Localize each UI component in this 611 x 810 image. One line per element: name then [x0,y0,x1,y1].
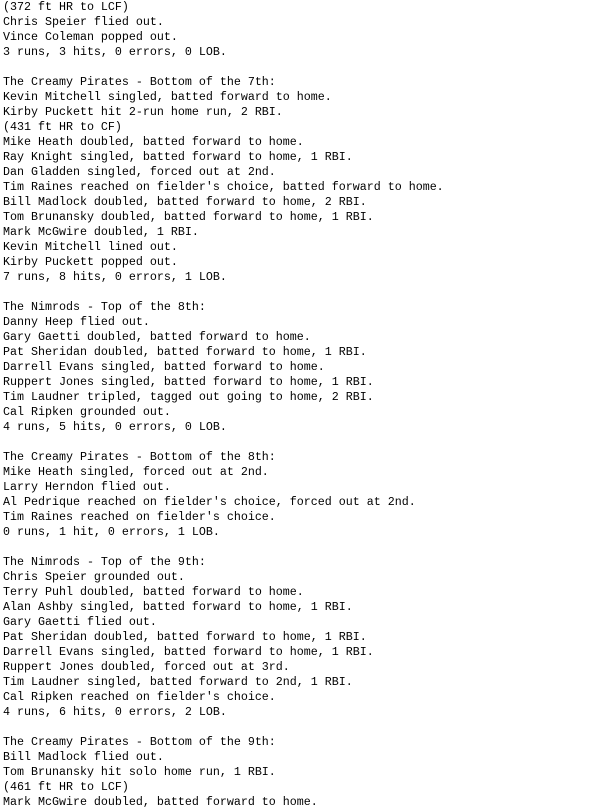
log-line: Pat Sheridan doubled, batted forward to home, 1 RBI. [3,345,367,359]
log-line: (461 ft HR to LCF) [3,780,129,794]
log-line: Tom Brunansky hit solo home run, 1 RBI. [3,765,276,779]
log-line: Tim Raines reached on fielder's choice, batted forward to home. [3,180,444,194]
log-line: Tim Laudner singled, batted forward to 2nd, 1 RBI. [3,675,353,689]
log-line: Mark McGwire doubled, 1 RBI. [3,225,199,239]
blank-line [3,60,444,75]
log-line: Al Pedrique reached on fielder's choice, forced out at 2nd. [3,495,416,509]
log-line: Ruppert Jones doubled, forced out at 3rd. [3,660,290,674]
log-line: Kirby Puckett hit 2-run home run, 2 RBI. [3,105,283,119]
inning-header: The Creamy Pirates - Bottom of the 8th: [3,450,276,464]
log-line: Kevin Mitchell lined out. [3,240,178,254]
log-line: Tom Brunansky doubled, batted forward to home, 1 RBI. [3,210,374,224]
log-line: Chris Speier grounded out. [3,570,185,584]
log-line: Vince Coleman popped out. [3,30,178,44]
log-line: Kirby Puckett popped out. [3,255,178,269]
log-line: Cal Ripken reached on fielder's choice. [3,690,276,704]
inning-summary: 4 runs, 6 hits, 0 errors, 2 LOB. [3,705,227,719]
log-line: (431 ft HR to CF) [3,120,122,134]
log-line: Tim Raines reached on fielder's choice. [3,510,276,524]
log-line: Pat Sheridan doubled, batted forward to home, 1 RBI. [3,630,367,644]
log-line: Chris Speier flied out. [3,15,164,29]
log-line: Mike Heath doubled, batted forward to home. [3,135,304,149]
log-line: Gary Gaetti doubled, batted forward to home. [3,330,311,344]
inning-header: The Nimrods - Top of the 9th: [3,555,206,569]
log-line: Darrell Evans singled, batted forward to home, 1 RBI. [3,645,374,659]
blank-line [3,435,444,450]
inning-summary: 7 runs, 8 hits, 0 errors, 1 LOB. [3,270,227,284]
log-line: Kevin Mitchell singled, batted forward to home. [3,90,332,104]
log-line: Darrell Evans singled, batted forward to home. [3,360,325,374]
log-line: Mark McGwire doubled, batted forward to home. [3,795,318,809]
inning-header: The Nimrods - Top of the 8th: [3,300,206,314]
log-line: Bill Madlock doubled, batted forward to home, 2 RBI. [3,195,367,209]
play-by-play-log [3,0,444,810]
log-line: Mike Heath singled, forced out at 2nd. [3,465,269,479]
inning-header: The Creamy Pirates - Bottom of the 7th: [3,75,276,89]
inning-summary: 4 runs, 5 hits, 0 errors, 0 LOB. [3,420,227,434]
log-line: Alan Ashby singled, batted forward to home, 1 RBI. [3,600,353,614]
inning-summary: 0 runs, 1 hit, 0 errors, 1 LOB. [3,525,220,539]
log-line: Ruppert Jones singled, batted forward to home, 1 RBI. [3,375,374,389]
log-line: (372 ft HR to LCF) [3,0,129,14]
log-line: Dan Gladden singled, forced out at 2nd. [3,165,276,179]
log-line: Ray Knight singled, batted forward to home, 1 RBI. [3,150,353,164]
log-line: Cal Ripken grounded out. [3,405,171,419]
log-line: Tim Laudner tripled, tagged out going to home, 2 RBI. [3,390,374,404]
log-line: Danny Heep flied out. [3,315,150,329]
inning-summary: 3 runs, 3 hits, 0 errors, 0 LOB. [3,45,227,59]
blank-line [3,720,444,735]
log-line: Gary Gaetti flied out. [3,615,157,629]
log-line: Terry Puhl doubled, batted forward to home. [3,585,304,599]
inning-header: The Creamy Pirates - Bottom of the 9th: [3,735,276,749]
blank-line [3,285,444,300]
blank-line [3,540,444,555]
log-line: Bill Madlock flied out. [3,750,164,764]
log-line: Larry Herndon flied out. [3,480,171,494]
